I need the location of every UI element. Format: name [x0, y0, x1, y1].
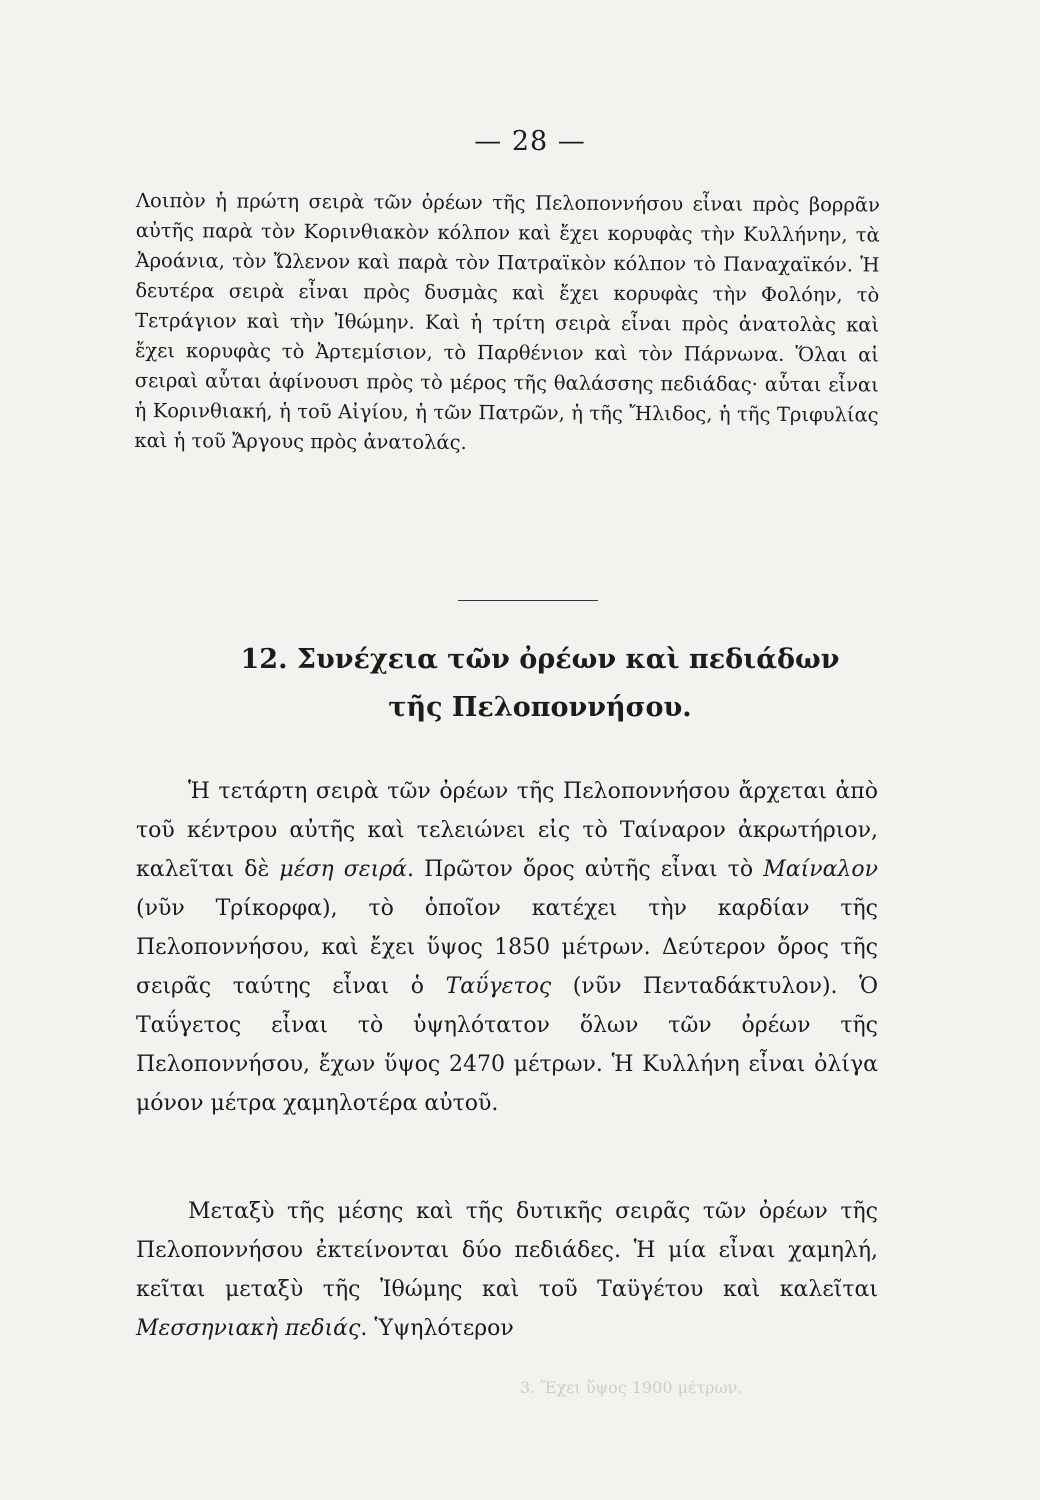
- term-taygetos: Ταΰγετος: [445, 974, 552, 999]
- paragraph-2: [136, 772, 878, 1123]
- section-heading: [190, 636, 890, 732]
- term-mainalon: Μαίναλον: [763, 857, 878, 882]
- term-mese-seira: μέση σειρά: [279, 857, 408, 882]
- page-number: — 28 —: [474, 126, 586, 157]
- paragraph-2-text-2: . Πρῶτον ὄρος αὐτῆς εἶναι τὸ: [407, 857, 764, 882]
- paragraph-2-text-3: (νῦν Τρίκορφα), τὸ ὁποῖον κατέχει τὴν καρδίαν τῆς Πελοποννήσου, καὶ ἔχει ὕψος 1850 μέτρων. Δεύτερον ὄρος τῆς σειρᾶς ταύτης εἶναι ὁ: [136, 896, 878, 999]
- paragraph-2-text-1: Ἡ τετάρτη σειρὰ τῶν ὀρέων τῆς Πελοποννήσου ἄρχεται ἀπὸ τοῦ κέντρου αὐτῆς καὶ τελειώνει εἰς τὸ Ταίναρον ἀκρωτήριον, καλεῖται δὲ: [136, 779, 878, 882]
- paragraph-3: [136, 1192, 878, 1348]
- bleed-through-text: 3. Ἔχει ὕψος 1900 μέτρων.: [520, 1378, 743, 1397]
- term-messeniake-pedias: Μεσσηνιακὴ πεδιάς: [136, 1316, 361, 1341]
- section-title-line-1: Συνέχεια τῶν ὀρέων καὶ πεδιάδων: [296, 644, 840, 675]
- paragraph-1: Λοιπὸν ἡ πρώτη σειρὰ τῶν ὀρέων τῆς Πελοποννήσου εἶναι πρὸς βορρᾶν αὐτῆς παρὰ τὸν Κορινθιακὸν κόλπον καὶ ἔχει κορυφὰς τὴν Κυλλήνην, τὰ Ἀροάνια, τὸν Ὤλενον καὶ παρὰ τὸν Πατραϊκὸν κόλπον τὸ Παναχαϊκόν. Ἡ δευτέρα σειρὰ εἶναι πρὸς δυσμὰς καὶ ἔχει κορυφὰς τὴν Φολόην, τὸ Τετράγιον καὶ τὴν Ἰθώμην. Καὶ ἡ τρίτη σειρὰ εἶναι πρὸς ἀνατολὰς καὶ ἔχει κορυφὰς τὸ Ἀρτεμίσιον, τὸ Παρθένιον καὶ τὸν Πάρνωνα. Ὅλαι αἱ σειραὶ αὗται ἀφίνουσι πρὸς τὸ μέρος τῆς θαλάσσης πεδιάδας· αὗται εἶναι ἡ Κορινθιακή, ἡ τοῦ Αἰγίου, ἡ τῶν Πατρῶν, ἡ τῆς Ἤλιδος, ἡ τῆς Τριφυλίας καὶ ἡ τοῦ Ἄργους πρὸς ἀνατολάς.: [134, 188, 880, 455]
- section-number: 12.: [240, 644, 288, 675]
- paragraph-3-text-1: Μεταξὺ τῆς μέσης καὶ τῆς δυτικῆς σειρᾶς τῶν ὀρέων τῆς Πελοποννήσου ἐκτείνονται δύο πεδιάδες. Ἡ μία εἶναι χαμηλή, κεῖται μεταξὺ τῆς Ἰθώμης καὶ τοῦ Ταϋγέτου καὶ καλεῖται: [136, 1199, 878, 1302]
- paragraph-2-text-4: (νῦν Πενταδάκτυλον). Ὁ Ταΰγετος εἶναι τὸ ὑψηλότατον ὅλων τῶν ὀρέων τῆς Πελοποννήσου, ἔχων ὕψος 2470 μέτρων. Ἡ Κυλλήνη εἶναι ὀλίγα μόνον μέτρα χαμηλοτέρα αὐτοῦ.: [136, 974, 878, 1116]
- section-title-line-2: τῆς Πελοποννήσου.: [388, 692, 692, 723]
- section-divider: [458, 600, 598, 601]
- paragraph-3-text-2: . Ὑψηλότερον: [360, 1316, 514, 1341]
